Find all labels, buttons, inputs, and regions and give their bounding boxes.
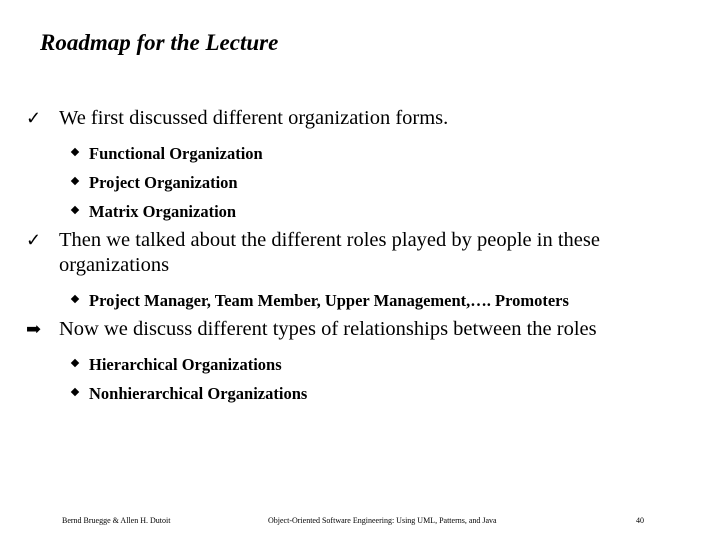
sub-item xyxy=(26,197,686,226)
diamond-bullet-icon xyxy=(71,206,79,214)
sub-list xyxy=(26,286,686,315)
checkmark-icon: ✓ xyxy=(26,108,42,128)
sub-list xyxy=(26,350,686,408)
footer-book-title: Object-Oriented Software Engineering: Using UML, Patterns, and Java xyxy=(268,516,497,525)
arrow-right-icon: ➡ xyxy=(26,319,42,339)
bullet-item xyxy=(26,106,686,226)
sub-item-text: Functional Organization xyxy=(89,144,263,163)
sub-item xyxy=(26,139,686,168)
diamond-bullet-icon xyxy=(71,295,79,303)
sub-item-text: Hierarchical Organizations xyxy=(89,355,282,374)
sub-item xyxy=(26,379,686,408)
sub-item xyxy=(26,350,686,379)
bullet-text: Then we talked about the different roles played by people in these organizations xyxy=(59,229,600,276)
sub-item-text: Project Organization xyxy=(89,173,238,192)
page-number: 40 xyxy=(636,516,644,525)
sub-item-text: Matrix Organization xyxy=(89,202,237,221)
diamond-bullet-icon xyxy=(71,148,79,156)
checkmark-icon: ✓ xyxy=(26,230,42,250)
sub-item-text: Nonhierarchical Organizations xyxy=(89,384,308,403)
diamond-bullet-icon xyxy=(71,388,79,396)
sub-item xyxy=(26,168,686,197)
slide-title: Roadmap for the Lecture xyxy=(40,30,279,55)
sub-item-text: Project Manager, Team Member, Upper Management,…. Promoters xyxy=(89,291,569,310)
bullet-item xyxy=(26,228,686,315)
bullet-item xyxy=(26,317,686,408)
sub-item xyxy=(26,286,686,315)
bullet-text: We first discussed different organization forms. xyxy=(59,107,449,129)
bullet-text: Now we discuss different types of relationships between the roles xyxy=(59,318,597,340)
diamond-bullet-icon xyxy=(71,359,79,367)
footer-authors: Bernd Bruegge & Allen H. Dutoit xyxy=(62,516,171,525)
diamond-bullet-icon xyxy=(71,177,79,185)
sub-list xyxy=(26,139,686,226)
